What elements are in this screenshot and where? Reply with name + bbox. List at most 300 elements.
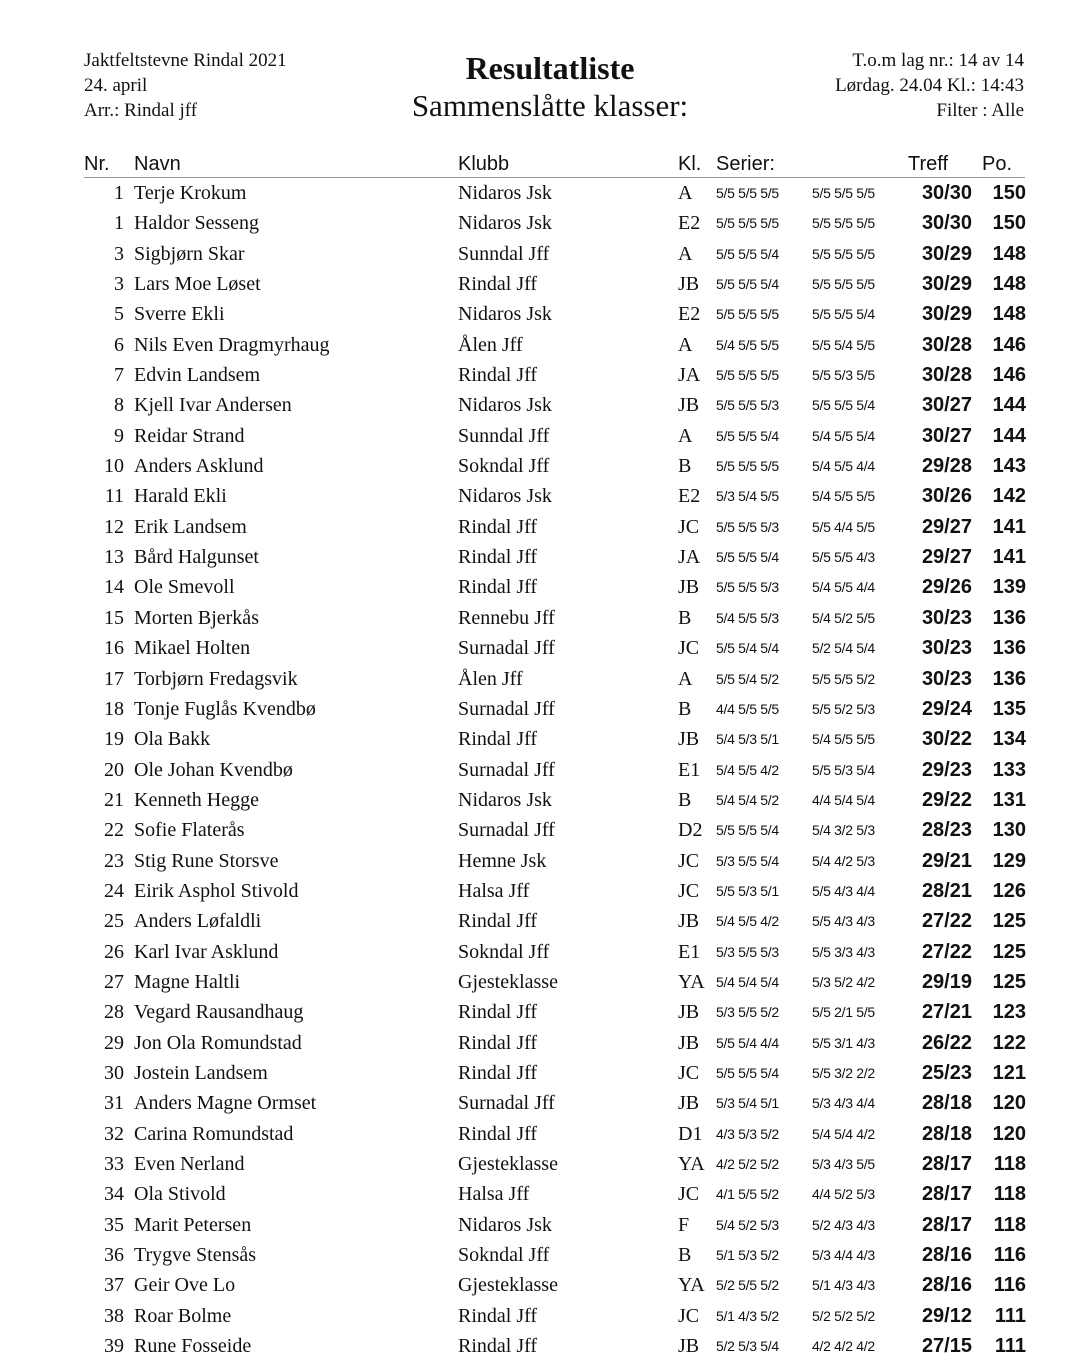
series-first: 4/3 5/3 5/2	[716, 1125, 779, 1142]
event-organizer: Arr.: Rindal jff	[84, 100, 198, 121]
class: E1	[678, 940, 701, 963]
treff: 29/27	[921, 546, 972, 569]
rank: 34	[104, 1183, 124, 1206]
event-info	[84, 48, 287, 123]
points: 150	[992, 182, 1026, 204]
class: YA	[678, 1274, 705, 1297]
treff: 28/16	[921, 1244, 972, 1267]
table-row	[0, 178, 1065, 208]
points: 131	[992, 788, 1026, 811]
series-second: 5/4 5/5 4/4	[812, 458, 875, 475]
series-first: 5/5 5/5 5/3	[716, 579, 779, 596]
club: Nidaros Jsk	[458, 485, 552, 508]
points: 144	[992, 424, 1026, 447]
treff: 28/17	[921, 1153, 972, 1175]
shooter-name: Erik Landsem	[134, 515, 247, 538]
series-first: 5/5 5/5 5/5	[716, 215, 779, 232]
points: 118	[993, 1183, 1026, 1206]
class: A	[678, 333, 693, 356]
series-first: 5/4 5/4 5/2	[716, 791, 779, 808]
shooter-name: Kenneth Hegge	[134, 788, 259, 811]
points: 126	[992, 879, 1026, 902]
series-second: 5/5 5/3 5/5	[812, 367, 875, 384]
table-row	[0, 603, 1065, 633]
points: 135	[992, 697, 1026, 720]
table-row	[0, 299, 1065, 329]
shooter-name: Vegard Rausandhaug	[134, 1001, 304, 1024]
club: Rindal Jff	[458, 273, 538, 296]
points: 129	[992, 849, 1026, 872]
club: Rindal Jff	[458, 1304, 538, 1327]
shooter-name: Haldor Sesseng	[134, 212, 259, 235]
club: Sokndal Jff	[458, 455, 550, 478]
shooter-name: Morten Bjerkås	[134, 606, 259, 629]
series-first: 5/1 5/3 5/2	[716, 1247, 779, 1264]
shooter-name: Anders Asklund	[134, 455, 264, 478]
report-timestamp: Lørdag. 24.04 Kl.: 14:43	[835, 75, 1024, 96]
points: 118	[993, 1153, 1026, 1175]
series-second: 4/2 4/2 4/2	[812, 1338, 875, 1355]
shooter-name: Eirik Asphol Stivold	[134, 879, 299, 902]
table-row	[0, 208, 1065, 238]
series-second: 5/4 5/2 5/5	[812, 609, 875, 626]
class: E2	[678, 303, 701, 326]
series-first: 5/4 5/5 4/2	[716, 761, 779, 778]
shooter-name: Bård Halgunset	[134, 546, 259, 569]
shooter-name: Geir Ove Lo	[134, 1274, 236, 1297]
table-row	[0, 512, 1065, 542]
club: Rindal Jff	[458, 1122, 538, 1145]
treff: 29/28	[921, 455, 972, 478]
rank: 23	[104, 849, 124, 872]
series-first: 4/2 5/2 5/2	[716, 1156, 779, 1172]
series-second: 5/4 5/5 5/4	[812, 427, 875, 444]
shooter-name: Mikael Holten	[134, 637, 251, 660]
club: Surnadal Jff	[458, 819, 555, 842]
column-header-points: Po.	[982, 153, 1013, 175]
rank: 30	[104, 1061, 124, 1084]
class: D1	[678, 1122, 703, 1145]
series-first: 5/2 5/3 5/4	[716, 1338, 779, 1355]
club: Gjesteklasse	[458, 1274, 558, 1297]
points: 122	[992, 1031, 1026, 1054]
series-first: 5/5 5/5 5/4	[716, 245, 779, 262]
event-date: 24. april	[84, 75, 148, 96]
rank: 9	[114, 424, 124, 447]
points: 148	[992, 303, 1026, 326]
series-first: 5/5 5/5 5/5	[716, 185, 779, 201]
club: Surnadal Jff	[458, 1092, 555, 1115]
table-row	[0, 1270, 1065, 1300]
treff: 27/22	[921, 940, 972, 963]
class: JB	[678, 1335, 700, 1358]
club: Gjesteklasse	[458, 970, 558, 993]
series-second: 5/4 5/5 5/5	[812, 488, 875, 505]
rank: 36	[104, 1244, 124, 1267]
series-first: 5/4 5/2 5/3	[716, 1216, 779, 1233]
rank: 14	[104, 576, 124, 599]
shooter-name: Anders Løfaldli	[134, 910, 262, 933]
class: JB	[678, 273, 700, 296]
series-second: 5/2 5/4 5/4	[812, 640, 875, 657]
series-second: 5/3 4/3 5/5	[812, 1156, 875, 1172]
table-row	[0, 1240, 1065, 1270]
series-second: 5/5 3/3 4/3	[812, 943, 875, 960]
treff: 30/29	[921, 273, 972, 296]
rank: 29	[104, 1031, 124, 1054]
series-second: 5/3 5/2 4/2	[812, 973, 875, 990]
series-first: 5/5 5/5 5/5	[716, 458, 779, 475]
treff: 30/22	[921, 728, 972, 751]
shooter-name: Jon Ola Romundstad	[134, 1031, 302, 1054]
rank: 11	[104, 485, 124, 508]
column-header-series: Serier:	[716, 153, 775, 175]
points: 120	[992, 1092, 1026, 1115]
series-first: 4/4 5/5 5/5	[716, 700, 779, 717]
points: 150	[992, 212, 1026, 235]
club: Nidaros Jsk	[458, 788, 552, 811]
rank: 26	[104, 940, 124, 963]
club: Rindal Jff	[458, 1335, 538, 1358]
table-row	[0, 481, 1065, 511]
rank: 7	[114, 364, 124, 387]
class: JC	[678, 1061, 700, 1084]
class: YA	[678, 1153, 705, 1175]
class: B	[678, 606, 692, 629]
table-row	[0, 451, 1065, 481]
class: A	[678, 424, 693, 447]
rank: 35	[104, 1213, 124, 1236]
club: Hemne Jsk	[458, 849, 547, 872]
shooter-name: Ola Bakk	[134, 728, 211, 751]
class: JB	[678, 1001, 700, 1024]
treff: 29/12	[921, 1304, 972, 1327]
table-row	[0, 1058, 1065, 1088]
treff: 28/17	[921, 1213, 972, 1236]
points: 141	[992, 515, 1026, 538]
table-row	[0, 937, 1065, 967]
rank: 18	[104, 697, 124, 720]
treff: 30/27	[921, 424, 972, 447]
shooter-name: Kjell Ivar Andersen	[134, 394, 292, 417]
rank: 13	[104, 546, 124, 569]
rank: 3	[114, 273, 124, 296]
rank: 17	[104, 667, 124, 690]
treff: 30/23	[921, 637, 972, 660]
series-second: 5/5 2/1 5/5	[812, 1004, 875, 1021]
club: Rindal Jff	[458, 728, 538, 751]
series-first: 5/4 5/5 5/3	[716, 609, 779, 626]
table-row	[0, 1119, 1065, 1149]
class: E1	[678, 758, 701, 781]
treff: 30/30	[921, 182, 972, 204]
series-first: 5/1 4/3 5/2	[716, 1307, 779, 1324]
class: F	[678, 1213, 690, 1236]
column-header-treff: Treff	[908, 153, 949, 175]
club: Rindal Jff	[458, 1031, 538, 1054]
rank: 27	[104, 970, 124, 993]
table-row	[0, 390, 1065, 420]
treff: 27/21	[921, 1001, 972, 1024]
shooter-name: Karl Ivar Asklund	[134, 940, 279, 963]
series-second: 5/5 5/5 5/5	[812, 185, 875, 201]
club: Nidaros Jsk	[458, 303, 552, 326]
table-row	[0, 694, 1065, 724]
points: 116	[993, 1244, 1026, 1267]
club: Nidaros Jsk	[458, 182, 552, 204]
table-row	[0, 724, 1065, 754]
class: JC	[678, 879, 700, 902]
table-row	[0, 633, 1065, 663]
treff: 29/19	[921, 970, 972, 993]
series-second: 5/5 5/4 5/5	[812, 336, 875, 353]
treff: 26/22	[921, 1031, 972, 1054]
shooter-name: Torbjørn Fredagsvik	[134, 667, 298, 690]
points: 139	[992, 576, 1026, 599]
document-heading	[350, 48, 750, 124]
treff: 28/18	[921, 1122, 972, 1145]
class: JB	[678, 1092, 700, 1115]
table-row	[0, 239, 1065, 269]
shooter-name: Sverre Ekli	[134, 303, 225, 326]
class: A	[678, 242, 693, 265]
rank: 1	[114, 212, 124, 235]
table-row	[0, 1210, 1065, 1240]
table-row	[0, 542, 1065, 572]
club: Sunndal Jff	[458, 424, 550, 447]
series-first: 5/5 5/4 5/2	[716, 670, 779, 687]
class: JB	[678, 1031, 700, 1054]
series-first: 5/5 5/5 5/4	[716, 427, 779, 444]
series-first: 5/5 5/3 5/1	[716, 882, 779, 899]
series-first: 5/5 5/5 5/3	[716, 518, 779, 535]
treff: 29/23	[921, 758, 972, 781]
class: JA	[678, 546, 701, 569]
points: 143	[992, 455, 1026, 478]
points: 136	[992, 637, 1026, 660]
club: Ålen Jff	[458, 333, 523, 356]
series-first: 5/3 5/5 5/3	[716, 943, 779, 960]
points: 121	[992, 1061, 1026, 1084]
shooter-name: Carina Romundstad	[134, 1122, 294, 1145]
class: JC	[678, 637, 700, 660]
class: JA	[678, 364, 701, 387]
club: Nidaros Jsk	[458, 394, 552, 417]
treff: 30/26	[921, 485, 972, 508]
table-row	[0, 360, 1065, 390]
points: 146	[992, 364, 1026, 387]
table-row	[0, 1301, 1065, 1331]
series-first: 5/2 5/5 5/2	[716, 1277, 779, 1294]
club: Surnadal Jff	[458, 697, 555, 720]
table-row	[0, 330, 1065, 360]
club: Ålen Jff	[458, 667, 523, 690]
class: JC	[678, 1183, 700, 1206]
rank: 21	[104, 788, 124, 811]
shooter-name: Ola Stivold	[134, 1183, 226, 1206]
class: D2	[678, 819, 703, 842]
shooter-name: Edvin Landsem	[134, 364, 261, 387]
shooter-name: Magne Haltli	[134, 970, 241, 993]
series-second: 5/3 4/3 4/4	[812, 1095, 875, 1112]
points: 134	[992, 728, 1026, 751]
treff: 30/27	[921, 394, 972, 417]
series-second: 5/5 3/1 4/3	[812, 1034, 875, 1051]
rank: 20	[104, 758, 124, 781]
treff: 30/28	[921, 364, 972, 387]
treff: 29/27	[921, 515, 972, 538]
shooter-name: Sofie Flaterås	[134, 819, 245, 842]
series-first: 5/4 5/3 5/1	[716, 731, 779, 748]
class: JB	[678, 728, 700, 751]
team-progress: T.o.m lag nr.: 14 av 14	[852, 50, 1024, 71]
shooter-name: Stig Rune Storsve	[134, 849, 279, 872]
shooter-name: Anders Magne Ormset	[134, 1092, 317, 1115]
column-header-name: Navn	[134, 153, 181, 175]
points: 111	[994, 1335, 1026, 1358]
column-header-class: Kl.	[678, 153, 702, 175]
club: Rennebu Jff	[458, 606, 555, 629]
points: 125	[992, 940, 1026, 963]
shooter-name: Trygve Stensås	[134, 1244, 257, 1267]
rank: 31	[104, 1092, 124, 1115]
table-row	[0, 664, 1065, 694]
club: Rindal Jff	[458, 576, 538, 599]
series-second: 5/1 4/3 4/3	[812, 1277, 875, 1294]
club: Rindal Jff	[458, 1001, 538, 1024]
series-second: 5/4 3/2 5/3	[812, 822, 875, 839]
class: JC	[678, 515, 700, 538]
series-second: 5/5 5/5 5/5	[812, 276, 875, 293]
series-first: 5/3 5/4 5/5	[716, 488, 779, 505]
class: B	[678, 697, 692, 720]
rank: 24	[104, 879, 124, 902]
treff: 28/16	[921, 1274, 972, 1297]
class: JC	[678, 1304, 700, 1327]
table-row	[0, 906, 1065, 936]
report-filter: Filter : Alle	[936, 100, 1024, 121]
rank: 32	[104, 1122, 124, 1145]
class: YA	[678, 970, 705, 993]
rank: 38	[104, 1304, 124, 1327]
series-second: 4/4 5/4 5/4	[812, 791, 875, 808]
shooter-name: Reidar Strand	[134, 424, 245, 447]
shooter-name: Sigbjørn Skar	[134, 242, 245, 265]
series-second: 5/5 5/5 5/4	[812, 306, 875, 323]
table-row	[0, 815, 1065, 845]
club: Sokndal Jff	[458, 940, 550, 963]
table-row	[0, 1088, 1065, 1118]
series-second: 5/4 5/5 4/4	[812, 579, 875, 596]
class: A	[678, 667, 693, 690]
points: 146	[992, 333, 1026, 356]
series-first: 5/3 5/5 5/2	[716, 1004, 779, 1021]
points: 130	[992, 819, 1026, 842]
series-first: 4/1 5/5 5/2	[716, 1186, 779, 1203]
treff: 27/22	[921, 910, 972, 933]
series-second: 5/5 5/5 5/4	[812, 397, 875, 414]
points: 144	[992, 394, 1026, 417]
series-first: 5/5 5/5 5/5	[716, 367, 779, 384]
club: Rindal Jff	[458, 546, 538, 569]
table-row	[0, 755, 1065, 785]
series-second: 5/5 5/5 4/3	[812, 549, 875, 566]
series-first: 5/4 5/4 5/4	[716, 973, 779, 990]
points: 111	[994, 1304, 1026, 1327]
series-second: 5/5 4/3 4/4	[812, 882, 875, 899]
shooter-name: Harald Ekli	[134, 485, 227, 508]
series-second: 5/2 4/3 4/3	[812, 1216, 875, 1233]
club: Nidaros Jsk	[458, 1213, 552, 1236]
event-name: Jaktfeltstevne Rindal 2021	[84, 50, 287, 71]
shooter-name: Tonje Fuglås Kvendbø	[134, 697, 316, 720]
document-title: Resultatliste	[465, 50, 635, 86]
series-first: 5/5 5/4 5/4	[716, 640, 779, 657]
series-second: 5/5 5/3 5/4	[812, 761, 875, 778]
rank: 39	[104, 1335, 124, 1358]
club: Rindal Jff	[458, 515, 538, 538]
table-row	[0, 876, 1065, 906]
treff: 27/15	[921, 1335, 972, 1358]
shooter-name: Rune Fosseide	[134, 1335, 252, 1358]
series-second: 5/5 5/5 5/2	[812, 670, 875, 687]
rank: 22	[104, 819, 124, 842]
series-first: 5/5 5/5 5/4	[716, 276, 779, 293]
class: E2	[678, 212, 701, 235]
club: Halsa Jff	[458, 1183, 530, 1206]
shooter-name: Ole Smevoll	[134, 576, 235, 599]
shooter-name: Marit Petersen	[134, 1213, 252, 1236]
club: Nidaros Jsk	[458, 212, 552, 235]
table-row	[0, 1331, 1065, 1361]
rank: 19	[104, 728, 124, 751]
treff: 30/28	[921, 333, 972, 356]
series-second: 4/4 5/2 5/3	[812, 1186, 875, 1203]
club: Surnadal Jff	[458, 758, 555, 781]
treff: 28/21	[921, 879, 972, 902]
rank: 10	[104, 455, 124, 478]
shooter-name: Even Nerland	[134, 1153, 245, 1175]
series-first: 5/4 5/5 5/5	[716, 336, 779, 353]
class: JB	[678, 394, 700, 417]
shooter-name: Terje Krokum	[134, 182, 247, 204]
document-subtitle: Sammenslåtte klasser:	[411, 88, 689, 123]
series-first: 5/4 5/5 4/2	[716, 913, 779, 930]
series-first: 5/5 5/5 5/4	[716, 822, 779, 839]
treff: 28/23	[921, 819, 972, 842]
table-row	[0, 785, 1065, 815]
points: 133	[992, 758, 1026, 781]
club: Sunndal Jff	[458, 242, 550, 265]
class: JB	[678, 576, 700, 599]
class: E2	[678, 485, 701, 508]
points: 120	[992, 1122, 1026, 1145]
club: Sokndal Jff	[458, 1244, 550, 1267]
series-second: 5/5 5/5 5/5	[812, 215, 875, 232]
points: 116	[993, 1274, 1026, 1297]
series-second: 5/3 4/4 4/3	[812, 1247, 875, 1264]
points: 123	[992, 1001, 1026, 1024]
table-row	[0, 997, 1065, 1027]
class: A	[678, 182, 693, 204]
series-second: 5/5 3/2 2/2	[812, 1064, 875, 1081]
treff: 30/30	[921, 212, 972, 235]
table-row	[0, 421, 1065, 451]
points: 118	[993, 1213, 1026, 1236]
results-table	[0, 178, 1065, 1361]
class: B	[678, 455, 692, 478]
series-first: 5/5 5/5 5/3	[716, 397, 779, 414]
